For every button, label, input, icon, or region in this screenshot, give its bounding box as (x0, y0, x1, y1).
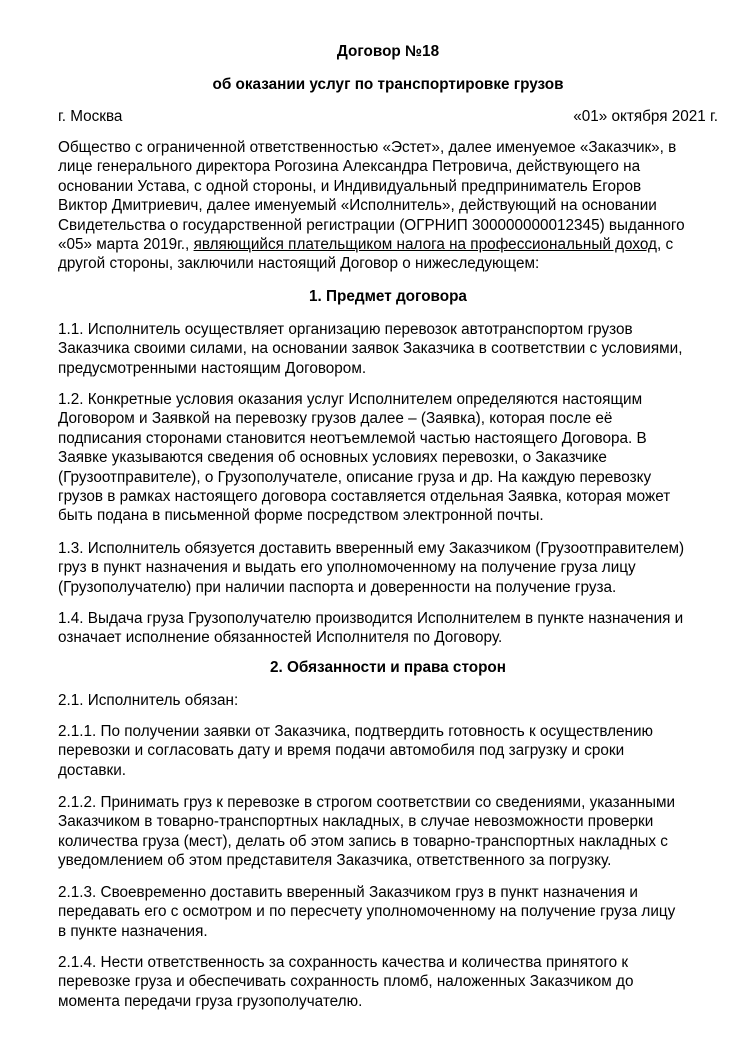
clause-line: передавать его с осмотром и по пересчету уполномоченному на получение груза лицу (58, 903, 676, 921)
clause-line: момента передачи груза грузополучателю. (58, 992, 363, 1010)
clause-1-1 (58, 320, 718, 378)
clause-line: перевозке груза и обеспечивать сохранность пломб, наложенных Заказчиком до (58, 973, 634, 991)
preamble-line: Общество с ограниченной ответственностью «Эстет», далее именуемое «Заказчик», в (58, 139, 677, 156)
preamble-line: Свидетельства о государственной регистрации (ОГРНИП 300000000012345) выданного (58, 216, 685, 234)
clause-line: 2.1.1. По получении заявки от Заказчика, подтвердить готовность к осуществлению (58, 723, 653, 740)
clause-line: 2.1.2. Принимать груз к перевозке в строгом соответствии со сведениями, указанными (58, 794, 676, 811)
clause-1-3 (58, 539, 718, 597)
clause-line: 1.4. Выдача груза Грузополучателю производится Исполнителем в пункте назначения и (58, 610, 684, 627)
clause-line: означает исполнение обязанностей Исполнителя по Договору. (58, 629, 503, 647)
clause-line: Заказчика своими силами, на основании заявок Заказчика в соответствии с условиями, (58, 340, 683, 358)
clause-line: предусмотренными настоящим Договором. (58, 359, 367, 377)
place-date-line (58, 108, 718, 126)
clause-2-1-3 (58, 883, 718, 941)
preamble-line: основании Устава, с одной стороны, и Индивидуальный предприниматель Егоров (58, 177, 642, 195)
clause-line: быть подана в письменной форме посредством электронной почты. (58, 507, 544, 525)
preamble-line6-start: «05» марта 2019г., (58, 235, 194, 253)
clause-line: груз в пункт назначения и выдать его уполномоченному на получение груза лицу (58, 559, 636, 577)
clause-line: уведомлением об этом представителя Заказчика, ответственного за погрузку. (58, 852, 612, 870)
preamble-line: другой стороны, заключили настоящий Договор о нижеследующем: (58, 255, 540, 273)
contract-date: «01» октября 2021 г. (573, 108, 718, 125)
clause-2-1-2 (58, 793, 718, 871)
contract-title: Договор №18 (336, 43, 440, 60)
clause-line: 2.1.3. Своевременно доставить вверенный Заказчиком груз в пункт назначения и (58, 884, 638, 901)
clause-line: 2.1. Исполнитель обязан: (58, 692, 239, 709)
section-1-heading: 1. Предмет договора (309, 288, 467, 305)
clause-line: грузов в рамках настоящего договора составляется отдельная Заявка, которая может (58, 487, 671, 505)
preamble (58, 138, 718, 274)
contract-city: г. Москва (58, 108, 123, 125)
preamble-line (58, 235, 718, 254)
clause-line: доставки. (58, 761, 127, 779)
clause-line: Заявке указываются сведения об основных условиях перевозки, о Заказчике (58, 449, 607, 467)
preamble-line: Виктор Дмитриевич, далее именуемый «Исполнитель», действующий на основании (58, 197, 657, 215)
clause-line: 1.1. Исполнитель осуществляет организацию перевозок автотранспортом грузов (58, 321, 633, 338)
section-2-heading: 2. Обязанности и права сторон (269, 659, 507, 676)
clause-1-4 (58, 609, 718, 648)
contract-subtitle: об оказании услуг по транспортировке грузов (212, 76, 564, 93)
clause-line: в пункте назначения. (58, 922, 208, 940)
tax-status-underlined: являющийся плательщиком налога на профессиональный доход (193, 235, 657, 253)
clause-1-2 (58, 390, 718, 526)
clause-line: подписания сторонами становится неотъемлемой частью настоящего Договора. В (58, 429, 647, 447)
clause-line: Заказчиком в товарно-транспортных накладных, в случае невозможности проверки (58, 813, 654, 831)
preamble-line: лице генерального директора Рогозина Александра Петровича, действующего на (58, 158, 641, 176)
clause-line: 2.1.4. Нести ответственность за сохранность качества и количества принятого к (58, 954, 629, 971)
clause-line: (Грузополучателю) при наличии паспорта и доверенности на получение груза. (58, 578, 617, 596)
clause-line: перевозки и согласовать дату и время подачи автомобиля под загрузку и сроки (58, 742, 625, 760)
clause-line: Договором и Заявкой на перевозку грузов далее – (Заявка), которая после её (58, 410, 613, 428)
preamble-line6-end: , с (656, 235, 674, 253)
clause-line: (Грузоотправителе), о Грузополучателе, описание груза и др. На каждую перевозку (58, 468, 652, 486)
clause-2-1-1 (58, 722, 718, 780)
clause-line: 1.3. Исполнитель обязуется доставить вверенный ему Заказчиком (Грузоотправителем) (58, 540, 685, 557)
clause-line: количества груза (мест), делать об этом запись в товарно-транспортных накладных с (58, 832, 668, 850)
clause-2-1-4 (58, 953, 718, 1011)
clause-2-1 (58, 691, 718, 710)
clause-line: 1.2. Конкретные условия оказания услуг Исполнителем определяются настоящим (58, 391, 643, 408)
